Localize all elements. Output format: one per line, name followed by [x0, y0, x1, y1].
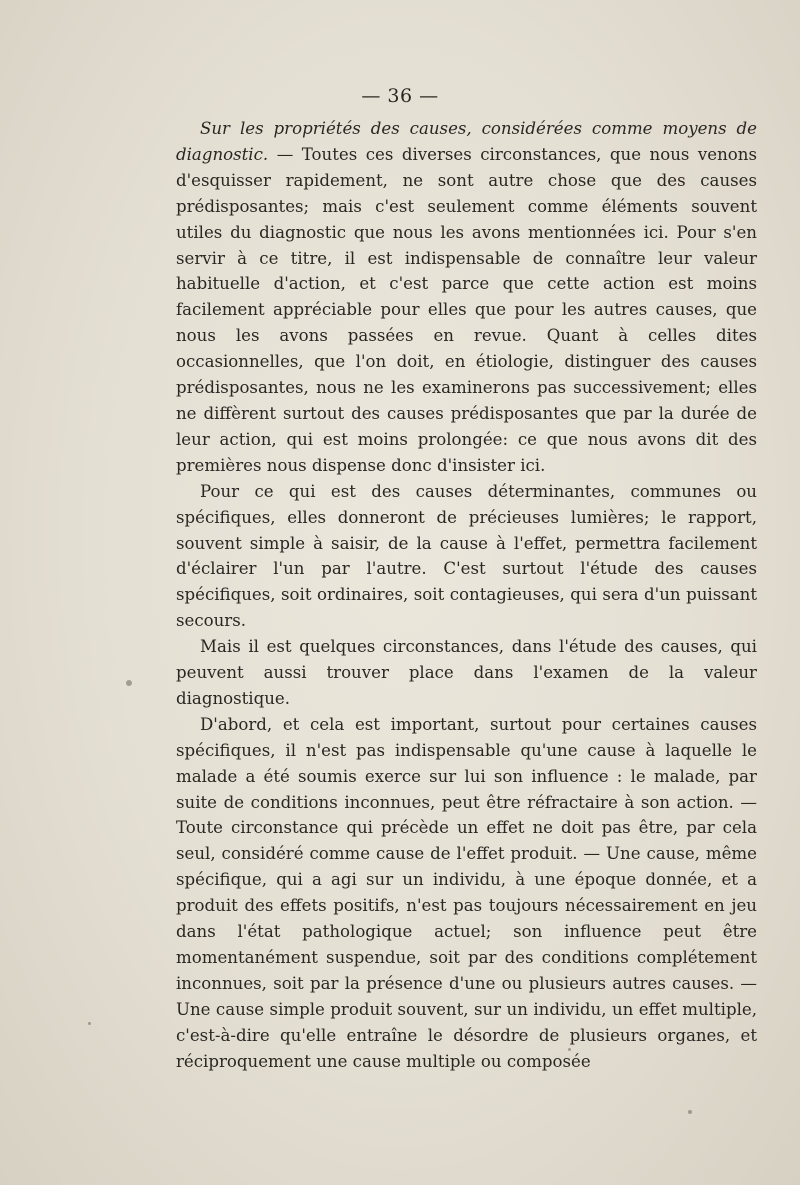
- paper-speck: [88, 1022, 91, 1025]
- paper-speck: [126, 680, 132, 686]
- paper-speck: [688, 1110, 692, 1114]
- paragraph: D'abord, et cela est important, surtout pour certaines causes spécifiques, il n'est pas indispensable qu'une cause à laquelle le malade a été soumis exerce sur lui son influence : le malade, par suite de conditions inconnues, peut être réfractaire à son action. — Toute circonstance qui précède un effet ne doit pas être, par cela seul, considéré comme cause de l'effet produit. — Une cause, même spécifique, qui a agi sur un individu, à une époque donnée, et a produit des effets positifs, n'est pas toujours nécessairement en jeu dans l'état pathologique actuel; son influence peut être momentanément suspendue, soit par des conditions complétement inconnues, soit par la présence d'une ou plusieurs autres causes. — Une cause simple produit souvent, sur un individu, un effet multiple, c'est-à-dire qu'elle entraîne le désordre de plusieurs organes, et réciproquement une cause multiple ou composée: [176, 714, 757, 1071]
- paragraph: [176, 116, 757, 479]
- paragraph: Pour ce qui est des causes déterminantes, communes ou spécifiques, elles donneront de précieuses lumières; le rapport, souvent simple à saisir, de la cause à l'effet, permettra facilement d'éclairer l'un par l'autre. C'est surtout l'étude des causes spécifiques, soit ordinaires, soit contagieuses, qui sera d'un puissant secours.: [176, 481, 757, 631]
- paragraph-text: — Toutes ces diverses circonstances, que nous venons d'esquisser rapidement, ne sont autre chose que des causes prédisposantes; mais c'est seulement comme éléments souvent utiles du diagnostic que nous les avons mentionnées ici. Pour s'en servir à ce titre, il est indispensable de connaître leur valeur habituelle d'action, et c'est parce que cette action est moins facilement appréciable pour elles que pour les autres causes, que nous les avons passées en revue. Quant à celles dites occasionnelles, que l'on doit, en étiologie, distinguer des causes prédisposantes, nous ne les examinerons pas successivement; elles ne diffèrent surtout des causes prédisposantes que par la durée de leur action, qui est moins prolongée: ce que nous avons dit des premières nous dispense donc d'insister ici.: [176, 144, 757, 475]
- body-text: [176, 116, 757, 1075]
- section-heading: Sur les propriétés des causes, considérées comme moyens de diagnostic.: [176, 119, 757, 164]
- paragraph: Mais il est quelques circonstances, dans l'étude des causes, qui peuvent aussi trouver place dans l'examen de la valeur diagnostique.: [176, 637, 757, 708]
- page-number: — 36 —: [361, 85, 439, 107]
